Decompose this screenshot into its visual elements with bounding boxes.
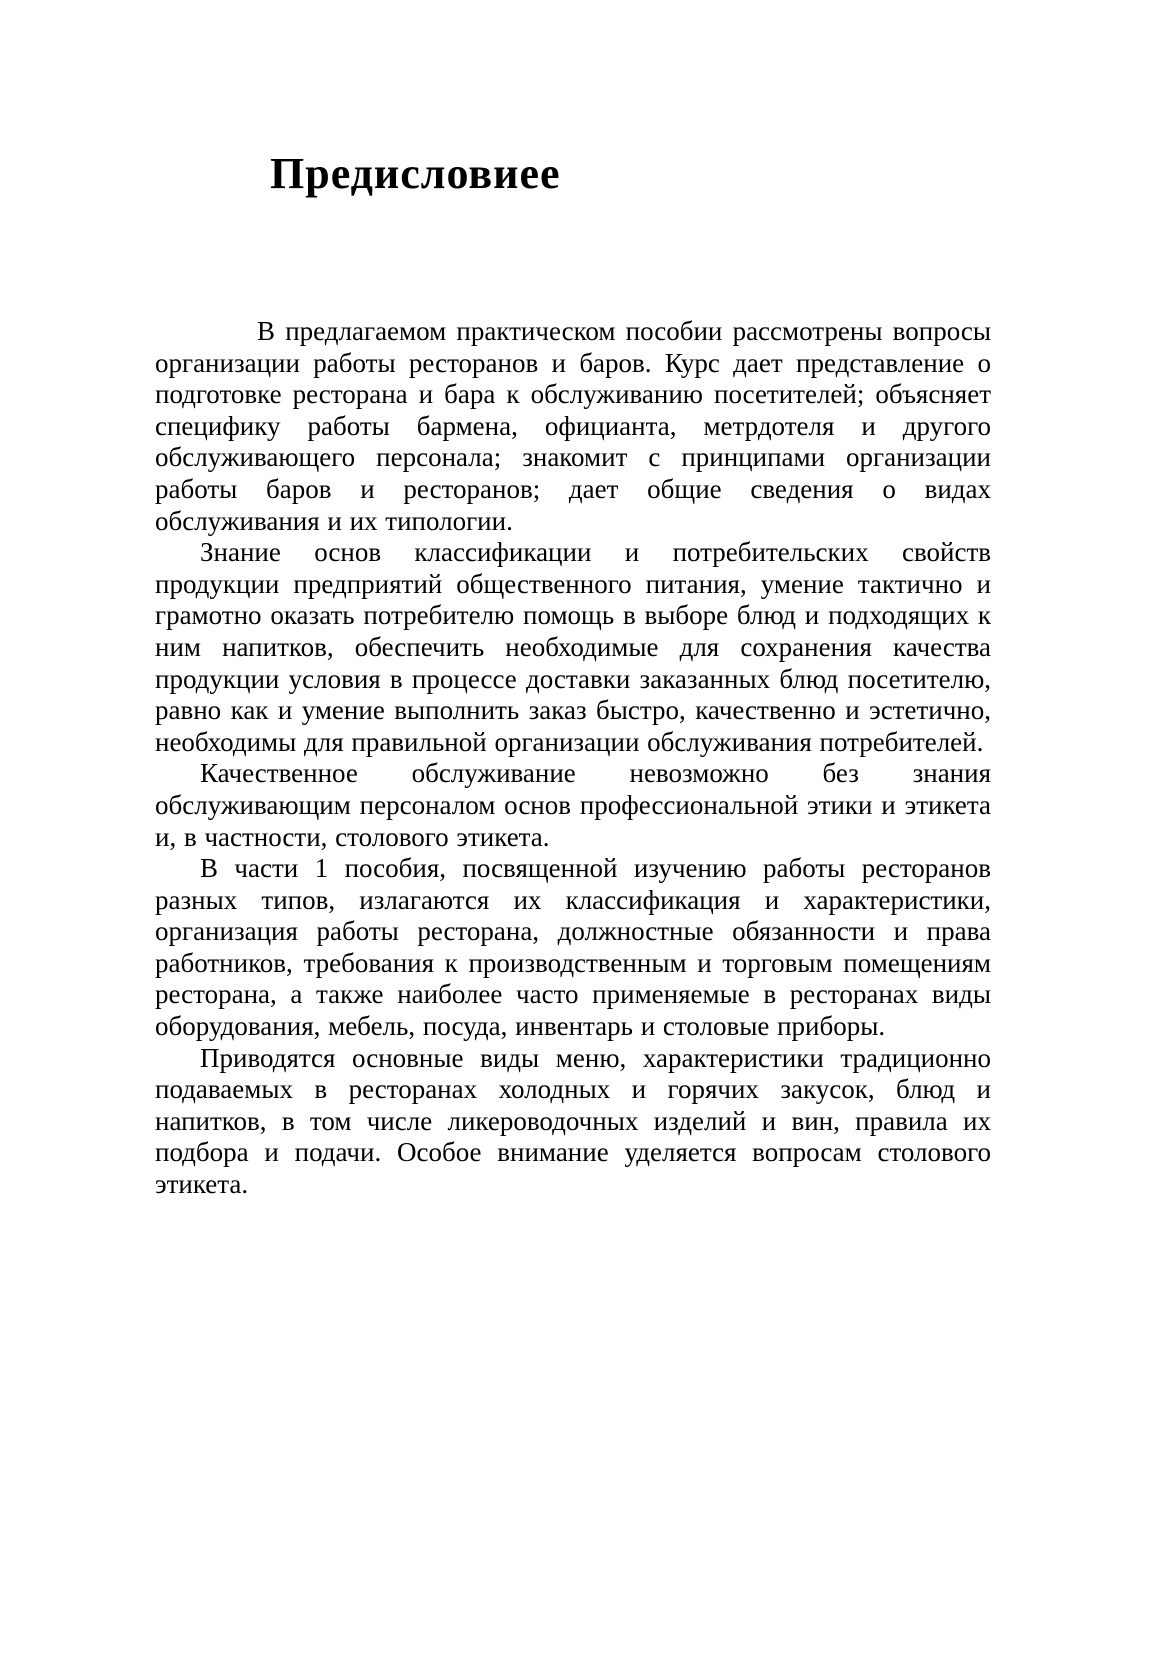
page-title: Предисловиее: [270, 149, 561, 198]
paragraph-intro: В предлагаемом практическом пособии рассмотрены вопросы организации работы ресторанов и баров. Курс дает представление о подготовке ресторана и бара к обслуживанию посетителей; объясняет специфику работы бармена, официанта, метрдотеля и другого обслуживающего персонала; знакомит с принципами организации работы баров и ресторанов; дает общие сведения о видах обслуживания и их типологии.: [155, 316, 991, 536]
body-text: [155, 316, 991, 1201]
paragraph-knowledge: Знание основ классификации и потребительских свойств продукции предприятий общественного питания, умение тактично и грамотно оказать потребителю помощь в выборе блюд и подходящих к ним напитков, обеспечить необходимые для сохранения качества продукции условия в процессе доставки заказанных блюд посетителю, равно как и умение выполнить заказ быстро, качественно и эстетично, необходимы для правильной организации обслуживания потребителей.: [155, 537, 991, 757]
paragraph-quality-service: Качественное обслуживание невозможно без знания обслуживающим персоналом основ профессиональной этики и этикета и, в частности, столового этикета.: [155, 758, 991, 852]
paragraph-menus: Приводятся основные виды меню, характеристики традиционно подаваемых в ресторанах холодных и горячих закусок, блюд и напитков, в том числе ликероводочных изделий и вин, правила их подбора и подачи. Особое внимание уделяется вопросам столового этикета.: [155, 1042, 991, 1200]
paragraph-part-one: В части 1 пособия, посвященной изучению работы ресторанов разных типов, излагаются их классификация и характеристики, организация работы ресторана, должностные обязанности и права работников, требования к производственным и торговым помещениям ресторана, а также наиболее часто применяемые в ресторанах виды оборудования, мебель, посуда, инвентарь и столовые приборы.: [155, 853, 991, 1042]
